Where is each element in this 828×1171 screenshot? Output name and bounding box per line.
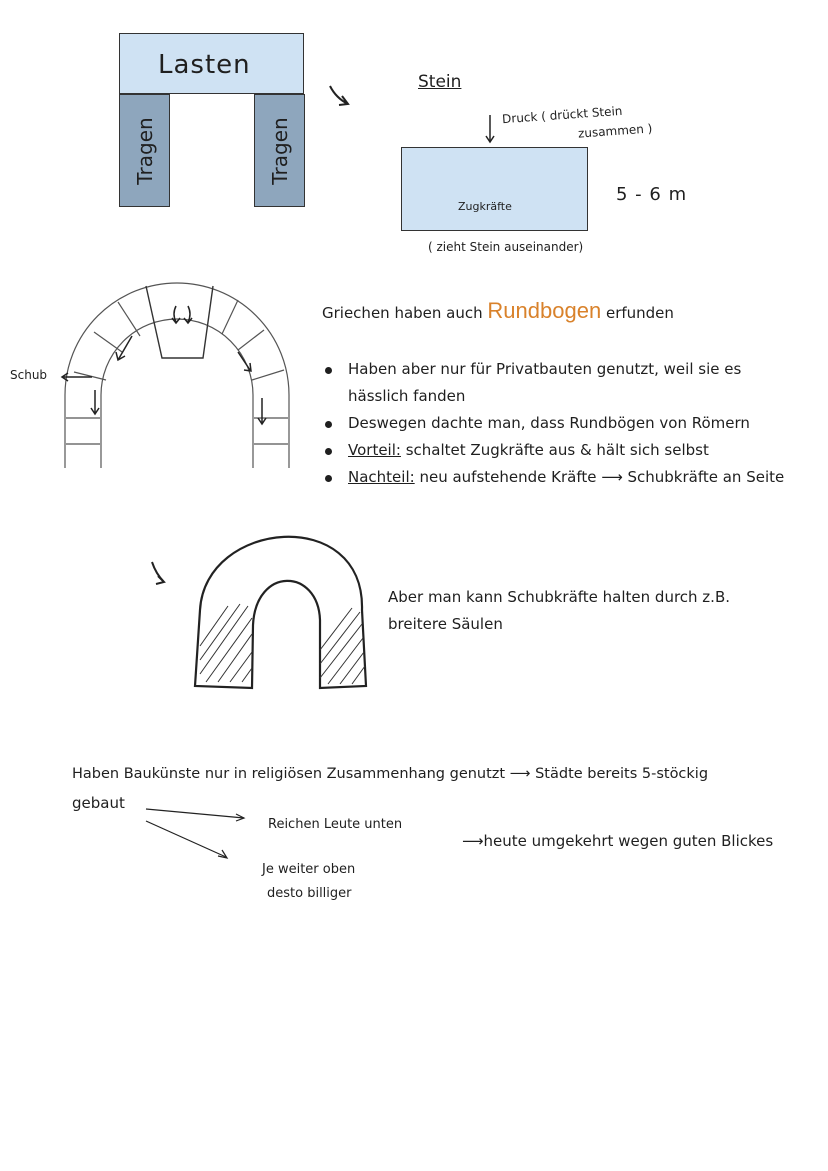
pressure-label-2: zusammen ) — [577, 121, 653, 141]
greek-bullet-list — [322, 356, 792, 491]
curved-arrow-icon-2 — [152, 562, 164, 584]
right-pillar-label: Tragen — [267, 116, 292, 185]
branch-arrows — [146, 809, 244, 858]
bottom-line-1: Haben Baukünste nur in religiösen Zusammenhang genutzt ⟶ Städte bereits 5-stöckig — [72, 766, 709, 782]
bullet-text: schaltet Zugkräfte aus & hält sich selbst — [405, 441, 709, 459]
tension-label: Zugkräfte — [458, 200, 512, 213]
stone-arch-sketch — [65, 283, 289, 468]
curved-arrow-icon — [330, 86, 348, 105]
bullet-text: Haben aber nur für Privatbauten genutzt, weil sie es hässlich fanden — [348, 360, 742, 405]
load-beam — [119, 33, 304, 94]
note-line-2: breitere Säulen — [388, 615, 503, 633]
list-item — [322, 410, 792, 437]
branch-rich: Reichen Leute unten — [268, 817, 403, 832]
bullet-prefix: Vorteil: — [348, 441, 401, 459]
arch-force-arrows — [62, 306, 266, 424]
heading-highlight: Rundbogen — [487, 298, 602, 323]
stone-title: Stein — [418, 72, 462, 92]
bullet-text: Deswegen dachte man, dass Rundbögen von Römern — [348, 414, 750, 432]
bottom-line-2: gebaut — [72, 794, 125, 812]
right-pillar — [254, 94, 305, 207]
bullet-prefix: Nachteil: — [348, 468, 415, 486]
branch-higher — [262, 858, 355, 906]
list-item — [322, 464, 792, 491]
heading-suffix: erfunden — [605, 304, 674, 322]
thick-arch-sketch — [195, 537, 366, 688]
size-label: 5 - 6 m — [616, 184, 688, 205]
heading-prefix: Griechen haben auch — [322, 304, 483, 322]
greek-heading — [322, 298, 674, 324]
pressure-arrow — [486, 115, 494, 142]
left-pillar-label: Tragen — [132, 116, 157, 185]
thick-arch-note — [388, 584, 730, 638]
today-note: ⟶heute umgekehrt wegen guten Blickes — [462, 832, 774, 850]
thrust-label: Schub — [10, 368, 48, 382]
branch-higher-line-1: Je weiter oben — [262, 862, 356, 877]
note-line-1: Aber man kann Schubkräfte halten durch z.B. — [388, 588, 731, 606]
bullet-text: neu aufstehende Kräfte ⟶ Schubkräfte an Seite — [419, 468, 785, 486]
list-item — [322, 356, 792, 410]
pressure-label: Druck ( drückt Stein — [501, 103, 623, 127]
load-label: Lasten — [158, 50, 251, 80]
tension-note: ( zieht Stein auseinander) — [428, 240, 584, 254]
list-item — [322, 437, 792, 464]
left-pillar — [119, 94, 170, 207]
stone-block — [401, 147, 588, 231]
branch-higher-line-2: desto billiger — [267, 886, 352, 901]
